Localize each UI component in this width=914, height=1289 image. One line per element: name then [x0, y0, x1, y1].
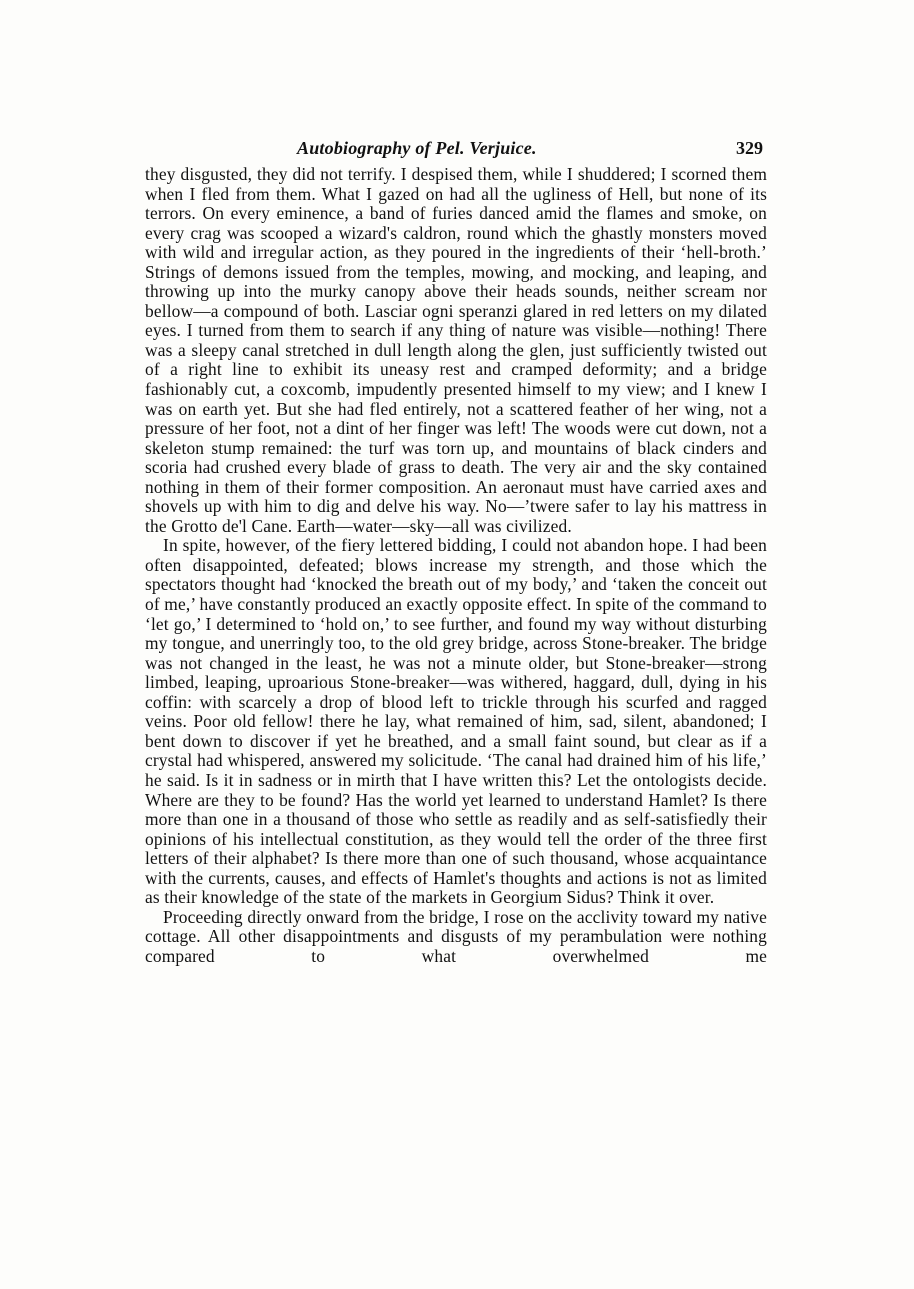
- paragraph-1: they disgusted, they did not terrify. I despised them, while I shuddered; I scorned them when I fled from them. What I gazed on had all the ugliness of Hell, but none of its terrors. On every eminence, a band of furies danced amid the flames and smoke, on every crag was scooped a wizard's caldron, round which the ghastly monsters moved with wild and irregular action, as they poured in the ingredients of their ‘hell-broth.’ Strings of demons issued from the temples, mowing, and mocking, and leaping, and throwing up into the murky canopy above their heads sounds, neither scream nor bellow—a compound of both. Lasciar ogni speranzi glared in red letters on my dilated eyes. I turned from them to search if any thing of nature was visible—nothing! There was a sleepy canal stretched in dull length along the glen, just sufficiently twisted out of a right line to exhibit its uneasy rest and cramped deformity; and a bridge fashionably cut, a coxcomb, impudently presented himself to my view; and I knew I was on earth yet. But she had fled entirely, not a scattered feather of her wing, not a pressure of her foot, not a dint of her finger was left! The woods were cut down, not a skeleton stump remained: the turf was torn up, and mountains of black cinders and scoria had crushed every blade of grass to death. The very air and the sky contained nothing in them of their former composition. An aeronaut must have carried axes and shovels up with him to dig and delve his way. No—’twere safer to lay his mattress in the Grotto de'l Cane. Earth—water—sky—all was civilized.: [145, 164, 767, 536]
- page-number: 329: [736, 138, 763, 158]
- running-title: Autobiography of Pel. Verjuice.: [297, 138, 537, 158]
- paragraph-3: Proceeding directly onward from the bridge, I rose on the acclivity toward my native cottage. All other disappointments and disgusts of my perambulation were nothing compared to what overwhelmed me: [145, 906, 767, 966]
- body-text: [145, 165, 767, 966]
- paragraph-2: In spite, however, of the fiery lettered bidding, I could not abandon hope. I had been often disappointed, defeated; blows increase my strength, and those which the spectators thought had ‘knocked the breath out of my body,’ and ‘taken the conceit out of me,’ have constantly produced an exactly opposite effect. In spite of the command to ‘let go,’ I determined to ‘hold on,’ to see further, and found my way without disturbing my tongue, and unerringly too, to the old grey bridge, across Stone-breaker. The bridge was not changed in the least, he was not a minute older, but Stone-breaker—strong limbed, leaping, uproarious Stone-breaker—was withered, haggard, dull, dying in his coffin: with scarcely a drop of blood left to trickle through his scurfed and ragged veins. Poor old fellow! there he lay, what remained of him, sad, silent, abandoned; I bent down to discover if yet he breathed, and a small faint sound, but clear as if a crystal had whispered, answered my solicitude. ‘The canal had drained him of his life,’ he said. Is it in sadness or in mirth that I have written this? Let the ontologists decide. Where are they to be found? Has the world yet learned to understand Hamlet? Is there more than one in a thousand of those who settle as readily and as self-satisfiedly their opinions of his intellectual constitution, as they would tell the order of the three first letters of their alphabet? Is there more than one of such thousand, whose acquaintance with the currents, causes, and effects of Hamlet's thoughts and actions is not as limited as their knowledge of the state of the markets in Georgium Sidus? Think it over.: [145, 535, 767, 908]
- page-header: [145, 138, 767, 162]
